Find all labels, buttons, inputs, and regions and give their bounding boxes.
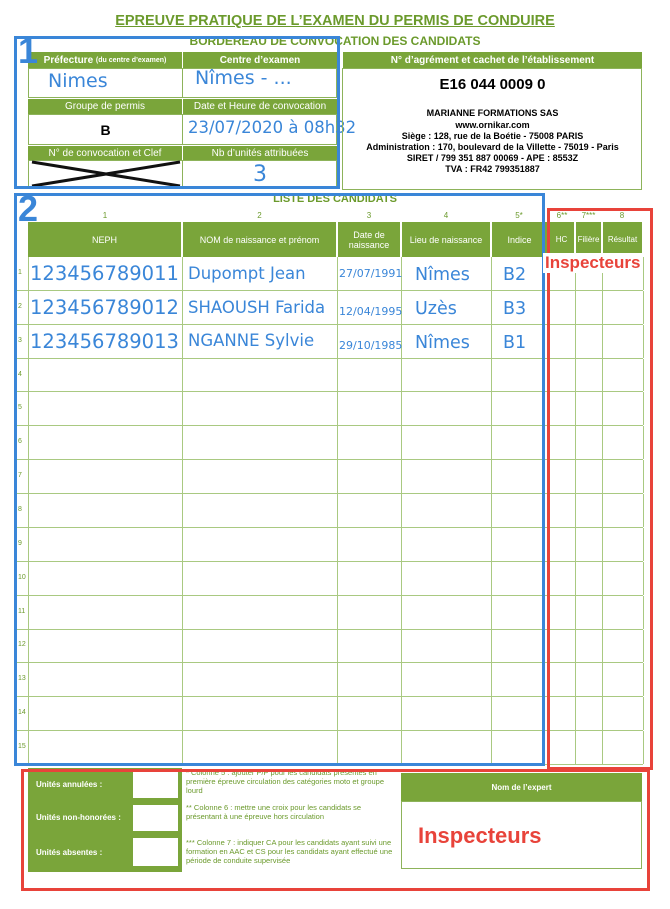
stamp-siret: SIRET / 799 351 887 00069 - APE : 8553Z [406, 153, 579, 163]
row-number: 14 [18, 709, 26, 717]
row-number: 15 [18, 743, 26, 751]
prefecture-label: Préfecture (du centre d’examen) [28, 52, 182, 68]
lieu-value: Nîmes [415, 265, 470, 286]
groupe-value: B [100, 121, 111, 138]
row-number: 8 [18, 505, 22, 513]
lieu-value: Uzès [415, 298, 457, 319]
row-number: 6 [18, 438, 22, 446]
col-number: 5* [515, 210, 523, 220]
header-filiere: Filière [576, 222, 601, 257]
page-title: EPREUVE PRATIQUE DE L’EXAMEN DU PERMIS DE CONDUIRE [115, 13, 555, 29]
row-number: 9 [18, 539, 22, 547]
stamp-admin: Administration : 170, boulevard de la Villette - 75019 - Paris [366, 142, 619, 152]
col-number: 4 [443, 210, 449, 220]
col-number: 1 [102, 210, 108, 220]
lieu-value: Nîmes [415, 332, 470, 353]
row-number: 5 [18, 404, 22, 412]
unites-non-honorees-label: Unités non-honorées : [36, 813, 121, 822]
nb-units-value: 3 [253, 161, 267, 187]
note-column-7: *** Colonne 7 : indiquer CA pour les candidats ayant suivi une formation en AAC et CS pour les candidats ayant effectué une période de conduite supervisée [186, 838, 393, 865]
stamp-siege: Siège : 128, rue de la Boétie - 75008 PARIS [401, 131, 584, 141]
col-number: 3 [366, 210, 372, 220]
date-value: 12/04/1995 [339, 304, 403, 318]
row-number: 13 [18, 675, 26, 683]
row-number: 11 [18, 607, 26, 615]
nom-value: SHAOUSH Farida [188, 297, 326, 317]
annotation-inspecteurs-footer [21, 769, 650, 891]
row-number: 12 [18, 641, 26, 649]
groupe-label: Groupe de permis [28, 99, 182, 114]
header-neph: NEPH [28, 222, 181, 257]
date-label: Date et Heure de convocation [183, 99, 337, 114]
annotation-inspecteurs-columns [547, 208, 653, 770]
inspecteurs-label-right: Inspecteurs [545, 253, 641, 272]
col-number: 6** [556, 210, 568, 220]
note-column-6: ** Colonne 6 : mettre une croix pour les candidats se présentant à une épreuve hors circulation [186, 803, 362, 821]
agrement-label: N° d’agrément et cachet de l’établissement [343, 52, 642, 68]
convocation-label: N° de convocation et Clef [28, 146, 182, 160]
indice-value: B1 [503, 332, 527, 353]
stamp-web: www.ornikar.com [455, 120, 530, 130]
nom-value: NGANNE Sylvie [188, 331, 315, 351]
centre-value: Nîmes - ... [195, 67, 292, 89]
row-number: 3 [18, 336, 22, 344]
stamp-tva: TVA : FR42 799351887 [445, 164, 540, 174]
centre-label: Centre d’examen [183, 52, 337, 68]
note-column-5: * Colonne 5 : ajouter P/P pour les candidats présentés en première épreuve circulation des catégories moto et groupe lourd [186, 768, 385, 795]
unites-absentes-label: Unités absentes : [36, 848, 103, 857]
row-number: 1 [18, 268, 22, 276]
header-resultat: Résultat [603, 222, 642, 257]
date-value: 29/10/1985 [339, 338, 403, 352]
header-hc: HC [549, 222, 574, 257]
indice-value: B3 [503, 298, 527, 319]
prefecture-value: Nimes [48, 70, 108, 92]
expert-label: Nom de l’expert [401, 773, 642, 801]
col-number: 2 [257, 210, 262, 220]
row-number: 2 [18, 302, 22, 310]
header-indice: Indice [492, 222, 547, 257]
row-number: 4 [18, 370, 22, 378]
col-number: 7*** [581, 210, 596, 220]
header-nom: NOM de naissance et prénom [183, 222, 336, 257]
annotation-box-2 [14, 193, 545, 766]
date-value: 27/07/1991 [339, 267, 403, 281]
unites-annulees-label: Unités annulées : [36, 780, 103, 789]
list-title: LISTE DES CANDIDATS [273, 193, 397, 205]
date-value: 23/07/2020 à 08h32 [188, 118, 357, 137]
nb-units-label: Nb d’unités attribuées [183, 146, 337, 160]
agrement-number: E16 044 0009 0 [439, 75, 546, 93]
indice-value: B2 [503, 265, 527, 286]
inspecteurs-label-bottom: Inspecteurs [418, 823, 542, 848]
neph-value: 123456789013 [30, 329, 179, 353]
annotation-marker-2: 2 [18, 188, 39, 229]
header-lieu: Lieu de naissance [402, 222, 490, 257]
header-date: Date de naissance [338, 222, 400, 257]
annotation-marker-1: 1 [18, 30, 39, 71]
col-number: 8 [619, 210, 625, 220]
neph-value: 123456789011 [30, 261, 179, 285]
annotation-box-1 [14, 36, 340, 189]
row-number: 7 [18, 472, 22, 480]
neph-value: 123456789012 [30, 295, 179, 319]
stamp-company: MARIANNE FORMATIONS SAS [426, 107, 559, 118]
row-number: 10 [18, 573, 26, 581]
nom-value: Dupompt Jean [188, 263, 306, 283]
page-subtitle: BORDEREAU DE CONVOCATION DES CANDIDATS [189, 34, 481, 48]
